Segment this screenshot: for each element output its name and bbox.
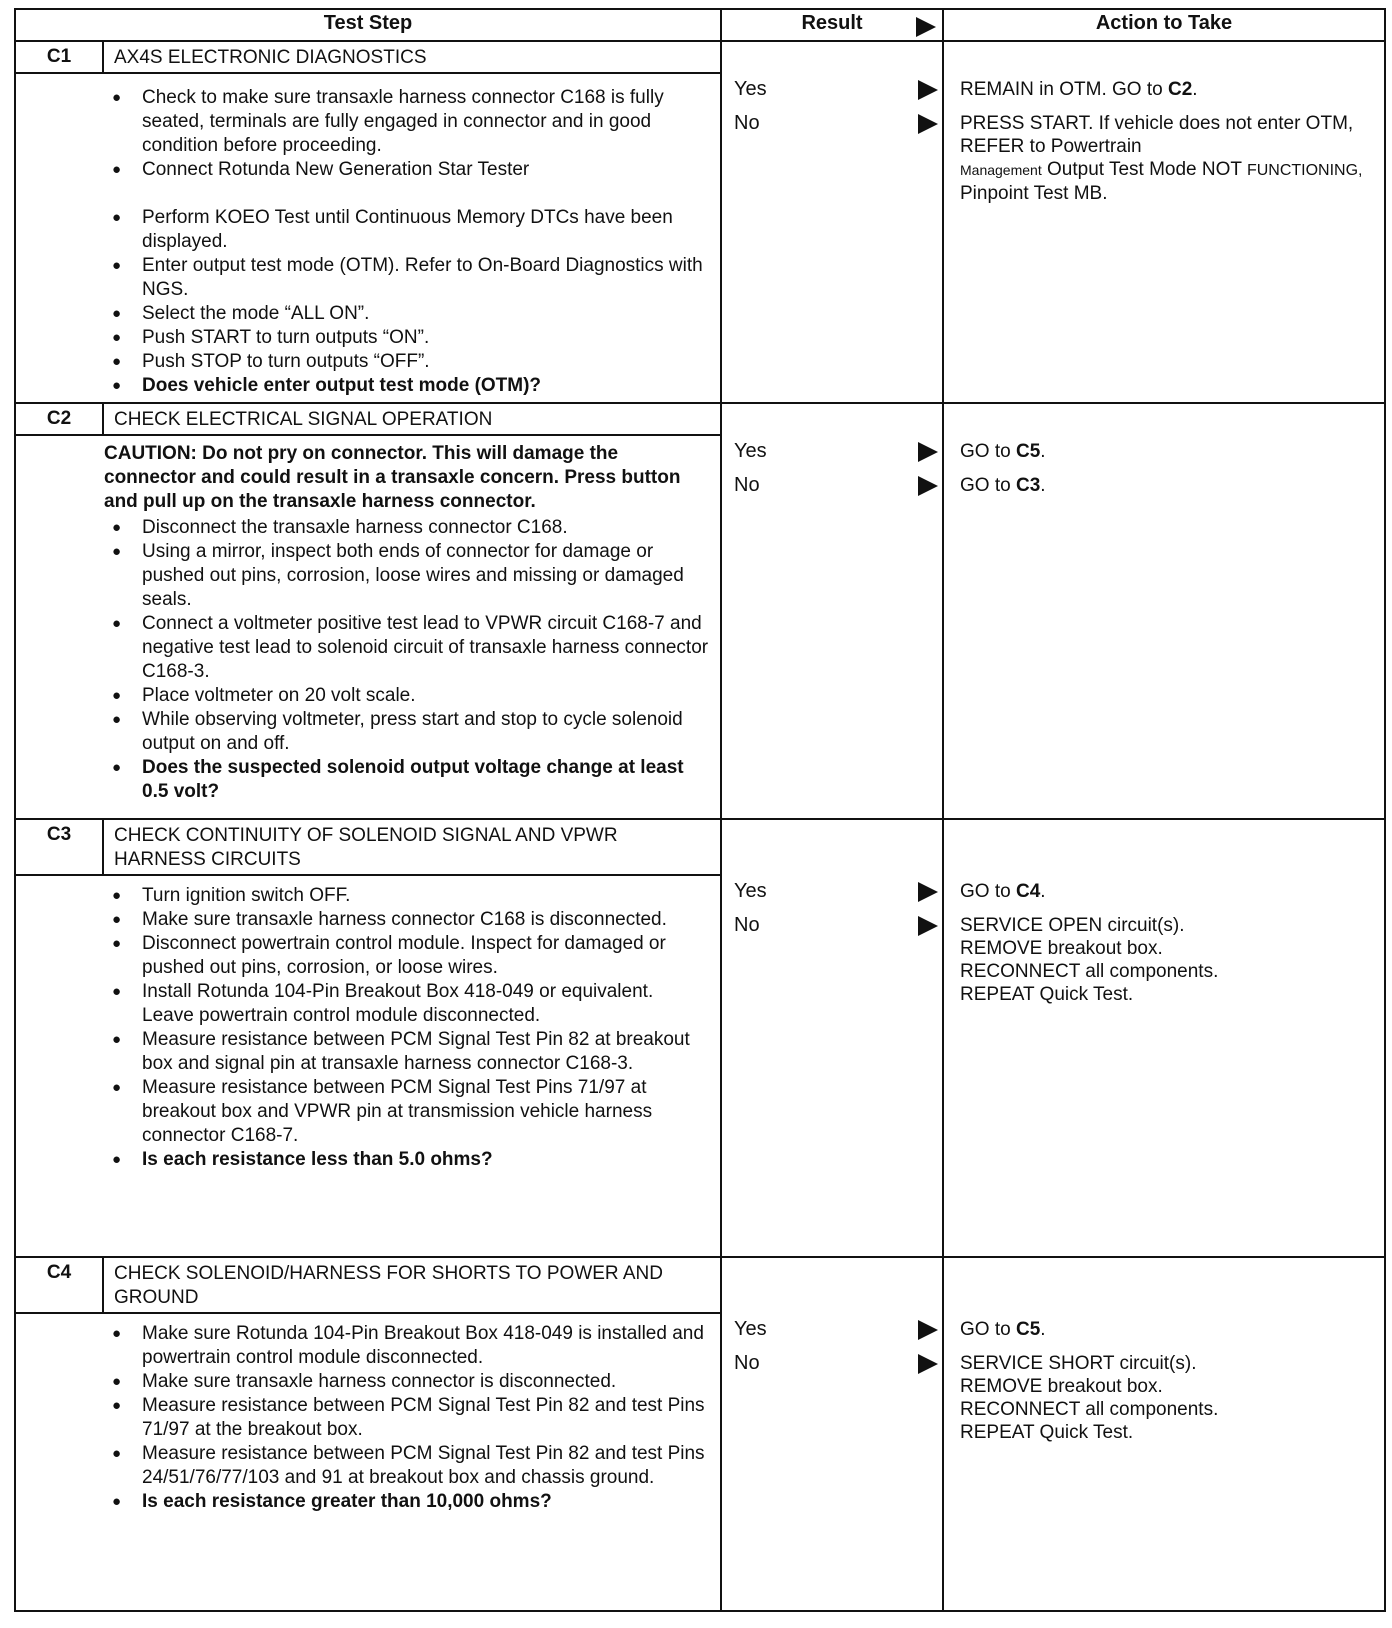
header-result-label: Result [801, 12, 863, 34]
arrow-right-icon [918, 80, 938, 100]
list-item: ● Enter output test mode (OTM). Refer to On-Board Diagnostics with NGS. [112, 254, 710, 302]
step-body [16, 1314, 720, 1518]
step-id: C4 [16, 1258, 104, 1312]
action-no [960, 914, 1374, 1006]
action-cell-c4 [943, 1257, 1385, 1611]
step-body [16, 436, 720, 808]
action-text: SERVICE OPEN circuit(s). [960, 915, 1185, 936]
action-cell-c1 [943, 41, 1385, 403]
action-text: RECONNECT all components. [960, 961, 1219, 982]
action-text: Output Test Mode NOT [1041, 159, 1247, 180]
action-yes [960, 440, 1374, 463]
list-item: ● Check to make sure transaxle harness connector C168 is fully seated, terminals are fully engaged in connector and in good condition before proceeding. [112, 86, 710, 158]
action-yes [960, 880, 1374, 903]
result-yes [734, 1318, 942, 1344]
action-text: REMOVE breakout box. [960, 1376, 1163, 1397]
list-item: ● Push STOP to turn outputs “OFF”. [112, 350, 710, 374]
arrow-right-icon [918, 114, 938, 134]
action-text: GO to [960, 1319, 1016, 1340]
list-item: ● Make sure transaxle harness connector C168 is disconnected. [112, 908, 710, 932]
action-text: REPEAT Quick Test. [960, 984, 1134, 1005]
step-cell-c1 [15, 41, 721, 403]
diagnostic-table [14, 8, 1386, 1612]
list-item: ● Using a mirror, inspect both ends of connector for damage or pushed out pins, corrosion, loose wires and missing or damaged seals. [112, 540, 710, 612]
step-cell-c3 [15, 819, 721, 1257]
step-question: ● Does vehicle enter output test mode (OTM)? [112, 374, 710, 398]
list-item: ● Perform KOEO Test until Continuous Memory DTCs have been displayed. [112, 206, 710, 254]
action-text: Management [960, 162, 1042, 178]
step-title: CHECK CONTINUITY OF SOLENOID SIGNAL AND VPWR HARNESS CIRCUITS [114, 825, 618, 870]
action-text: FUNCTIONING, [1246, 162, 1363, 179]
result-no-label: No [734, 1352, 760, 1374]
action-no [960, 1352, 1374, 1444]
result-cell-c3 [721, 819, 943, 1257]
step-ref: C2 [1167, 79, 1193, 100]
step-id: C2 [16, 404, 104, 434]
action-text: REMAIN in OTM. GO to [960, 79, 1168, 100]
list-item: ● Measure resistance between PCM Signal Test Pin 82 and test Pins 71/97 at the breakout box. [112, 1394, 710, 1442]
step-question: ● Does the suspected solenoid output voltage change at least 0.5 volt? [112, 756, 710, 804]
list-item: ● Select the mode “ALL ON”. [112, 302, 710, 326]
arrow-right-icon [918, 916, 938, 936]
step-header [16, 820, 720, 876]
result-yes-label: Yes [734, 1318, 767, 1340]
action-text: GO to [960, 475, 1016, 496]
action-text: GO to [960, 881, 1016, 902]
arrow-right-icon [916, 17, 936, 37]
result-no [734, 914, 942, 940]
list-item: ● Measure resistance between PCM Signal Test Pin 82 at breakout box and signal pin at transaxle harness connector C168-3. [112, 1028, 710, 1076]
list-item: ● Measure resistance between PCM Signal Test Pin 82 and test Pins 24/51/76/77/103 and 91 at breakout box and chassis ground. [112, 1442, 710, 1490]
arrow-right-icon [918, 882, 938, 902]
action-text: REMOVE breakout box. [960, 938, 1163, 959]
list-item: ● Turn ignition switch OFF. [112, 884, 710, 908]
step-cell-c2 [15, 403, 721, 819]
action-cell-c3 [943, 819, 1385, 1257]
action-text: . [1040, 1319, 1046, 1340]
step-row-c4 [15, 1257, 1385, 1611]
result-cell-c4 [721, 1257, 943, 1611]
arrow-right-icon [918, 1354, 938, 1374]
diagnostic-table-page [14, 8, 1384, 1612]
step-title: AX4S ELECTRONIC DIAGNOSTICS [114, 47, 427, 68]
list-item: ● Place voltmeter on 20 volt scale. [112, 684, 710, 708]
result-no [734, 1352, 942, 1378]
result-no [734, 474, 942, 500]
action-no [960, 112, 1374, 205]
step-question: ● Is each resistance greater than 10,000 ohms? [112, 1490, 710, 1514]
action-text: GO to [960, 441, 1016, 462]
arrow-right-icon [918, 442, 938, 462]
step-title: CHECK ELECTRICAL SIGNAL OPERATION [114, 409, 493, 430]
step-row-c2 [15, 403, 1385, 819]
result-no-label: No [734, 914, 760, 936]
arrow-right-icon [918, 476, 938, 496]
action-yes [960, 1318, 1374, 1341]
list-item: ● While observing voltmeter, press start and stop to cycle solenoid output on and off. [112, 708, 710, 756]
action-text: . [1040, 881, 1046, 902]
list-item: ● Make sure transaxle harness connector is disconnected. [112, 1370, 710, 1394]
action-yes [960, 78, 1374, 101]
action-text: . [1040, 475, 1046, 496]
step-ref: C5 [1015, 1319, 1041, 1340]
header-test-step: Test Step [15, 9, 721, 41]
step-header [16, 42, 720, 74]
result-yes [734, 78, 942, 104]
step-ref: C3 [1015, 475, 1041, 496]
action-text: PRESS START. If vehicle does not enter OTM, REFER to Powertrain [960, 113, 1354, 157]
result-yes-label: Yes [734, 440, 767, 462]
step-title: CHECK SOLENOID/HARNESS FOR SHORTS TO POWER AND GROUND [114, 1263, 663, 1308]
header-row [15, 9, 1385, 41]
result-no-label: No [734, 474, 760, 496]
step-id: C3 [16, 820, 104, 874]
header-result [721, 9, 943, 41]
result-no [734, 112, 942, 138]
step-row-c3 [15, 819, 1385, 1257]
result-cell-c2 [721, 403, 943, 819]
list-item: ● Disconnect powertrain control module. Inspect for damaged or pushed out pins, corrosion, or loose wires. [112, 932, 710, 980]
step-header [16, 1258, 720, 1314]
result-yes [734, 440, 942, 466]
action-cell-c2 [943, 403, 1385, 819]
action-text: . [1040, 441, 1046, 462]
step-header [16, 404, 720, 436]
step-body [16, 876, 720, 1176]
action-text: REPEAT Quick Test. [960, 1422, 1134, 1443]
list-item: ● Install Rotunda 104-Pin Breakout Box 418-049 or equivalent. Leave powertrain control module disconnected. [112, 980, 710, 1028]
step-row-c1 [15, 41, 1385, 403]
step-cell-c4 [15, 1257, 721, 1611]
step-ref: C5 [1015, 441, 1041, 462]
result-cell-c1 [721, 41, 943, 403]
caution-note: CAUTION: Do not pry on connector. This will damage the connector and could result in a transaxle concern. Press button and pull up on the transaxle harness connector. [104, 443, 681, 512]
arrow-right-icon [918, 1320, 938, 1340]
list-item: ● Connect Rotunda New Generation Star Tester [112, 158, 710, 182]
action-text: RECONNECT all components. [960, 1399, 1219, 1420]
step-question: ● Is each resistance less than 5.0 ohms? [112, 1148, 710, 1172]
result-yes [734, 880, 942, 906]
list-item: ● Connect a voltmeter positive test lead to VPWR circuit C168-7 and negative test lead to solenoid circuit of transaxle harness connector C168-3. [112, 612, 710, 684]
action-text: Pinpoint Test MB. [960, 183, 1108, 204]
list-item: ● Make sure Rotunda 104-Pin Breakout Box 418-049 is installed and powertrain control module disconnected. [112, 1322, 710, 1370]
header-action: Action to Take [943, 9, 1385, 41]
result-yes-label: Yes [734, 78, 767, 100]
list-item: ● Disconnect the transaxle harness connector C168. [112, 516, 710, 540]
action-text: SERVICE SHORT circuit(s). [960, 1353, 1197, 1374]
result-yes-label: Yes [734, 880, 767, 902]
action-text: . [1192, 79, 1198, 100]
step-ref: C4 [1015, 881, 1041, 902]
step-body [16, 74, 720, 402]
result-no-label: No [734, 112, 760, 134]
action-no [960, 474, 1374, 497]
list-item: ● Push START to turn outputs “ON”. [112, 326, 710, 350]
list-item: ● Measure resistance between PCM Signal Test Pins 71/97 at breakout box and VPWR pin at transmission vehicle harness connector C168-7. [112, 1076, 710, 1148]
step-id: C1 [16, 42, 104, 72]
